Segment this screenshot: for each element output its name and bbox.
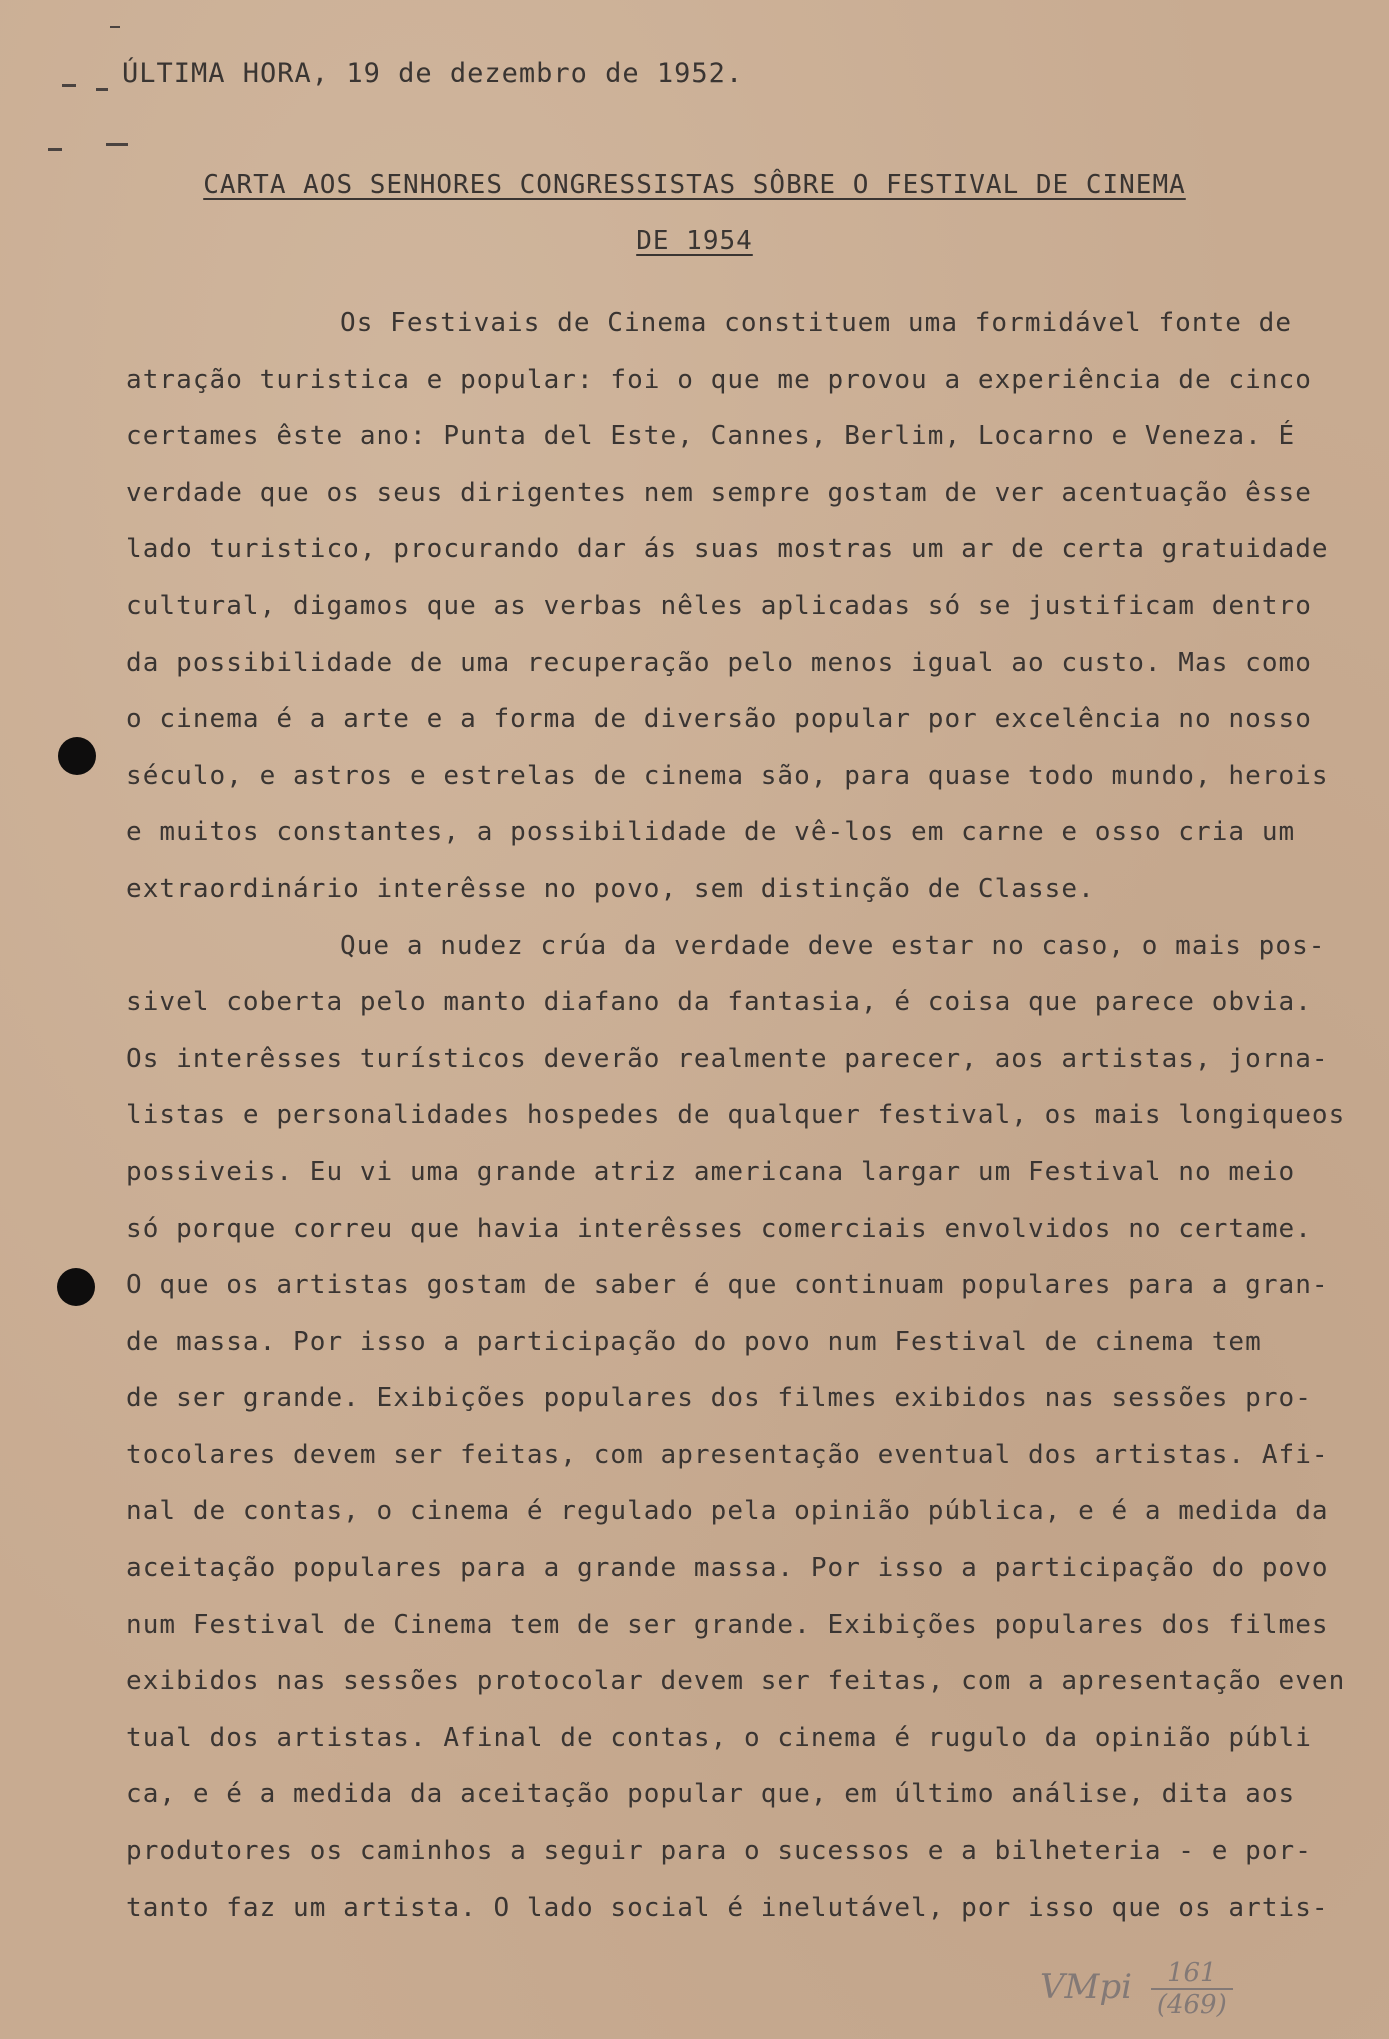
- document-title: CARTA AOS SENHORES CONGRESSISTAS SÔBRE O FESTIVAL DE CINEMA: [203, 170, 1186, 200]
- text-line: Os Festivais de Cinema constituem uma formidável fonte de: [340, 308, 1293, 338]
- text-line: certames êste ano: Punta del Este, Cannes, Berlim, Locarno e Veneza. É: [126, 421, 1296, 452]
- text-line: nal de contas, o cinema é regulado pela opinião pública, e é a medida da: [126, 1496, 1329, 1527]
- text-line: atração turistica e popular: foi o que me provou a experiência de cinco: [126, 364, 1312, 395]
- document-title-continued: DE 1954: [636, 226, 753, 256]
- text-line: da possibilidade de uma recuperação pelo menos igual ao custo. Mas como: [126, 647, 1312, 678]
- text-line: O que os artistas gostam de saber é que continuam populares para a gran-: [126, 1270, 1329, 1301]
- text-line: verdade que os seus dirigentes nem sempre gostam de ver acentuação êsse: [126, 477, 1312, 508]
- text-line: listas e personalidades hospedes de qualquer festival, os mais longiqueos: [126, 1100, 1346, 1131]
- text-line: e muitos constantes, a possibilidade de vê-los em carne e osso cria um: [126, 817, 1296, 848]
- text-line: num Festival de Cinema tem de ser grande. Exibições populares dos filmes: [126, 1609, 1329, 1640]
- text-line: tocolares devem ser feitas, com apresentação eventual dos artistas. Afi-: [126, 1439, 1329, 1470]
- text-line: lado turistico, procurando dar ás suas mostras um ar de certa gratuidade: [126, 534, 1329, 565]
- text-line: ca, e é a medida da aceitação popular que, em último análise, dita aos: [126, 1779, 1296, 1810]
- text-line: tanto faz um artista. O lado social é inelutável, por isso que os artis-: [126, 1892, 1329, 1923]
- text-line: exibidos nas sessões protocolar devem ser feitas, com a apresentação even: [126, 1666, 1346, 1697]
- handwritten-archive-annotation: [1040, 1958, 1233, 2020]
- text-line: século, e astros e estrelas de cinema são, para quase todo mundo, herois: [126, 760, 1329, 791]
- archive-initials: VMpi: [1040, 1967, 1133, 2007]
- body-text: [126, 306, 1356, 1947]
- text-line: Que a nudez crúa da verdade deve estar no caso, o mais pos-: [340, 930, 1326, 961]
- ink-speck: [48, 148, 62, 151]
- text-line: possiveis. Eu vi uma grande atriz americana largar um Festival no meio: [126, 1156, 1296, 1187]
- text-line: cultural, digamos que as verbas nêles aplicadas só se justificam dentro: [126, 590, 1312, 621]
- archive-number-bottom: (469): [1156, 1990, 1227, 2020]
- ink-speck: [62, 84, 76, 87]
- text-line: produtores os caminhos a seguir para o sucessos e a bilheteria - e por-: [126, 1836, 1312, 1867]
- text-line: sivel coberta pelo manto diafano da fantasia, é coisa que parece obvia.: [126, 987, 1312, 1018]
- archive-number: [1151, 1958, 1233, 2020]
- text-line: o cinema é a arte e a forma de diversão popular por excelência no nosso: [126, 704, 1312, 735]
- text-line: de ser grande. Exibições populares dos filmes exibidos nas sessões pro-: [126, 1383, 1312, 1414]
- newspaper-dateline: ÚLTIMA HORA, 19 de dezembro de 1952.: [122, 58, 744, 89]
- text-line: só porque correu que havia interêsses comerciais envolvidos no certame.: [126, 1213, 1312, 1244]
- text-line: extraordinário interêsse no povo, sem distinção de Classe.: [126, 873, 1095, 904]
- ink-speck: [96, 88, 108, 91]
- text-line: tual dos artistas. Afinal de contas, o cinema é rugulo da opinião públi: [126, 1722, 1312, 1753]
- text-line: aceitação populares para a grande massa. Por isso a participação do povo: [126, 1553, 1329, 1584]
- ink-speck: [106, 143, 128, 146]
- archive-number-top: 161: [1151, 1958, 1233, 1990]
- punch-hole: [57, 1268, 95, 1306]
- ink-speck: [110, 26, 120, 28]
- punch-hole: [58, 737, 96, 775]
- text-line: de massa. Por isso a participação do povo num Festival de cinema tem: [126, 1326, 1262, 1357]
- text-line: Os interêsses turísticos deverão realmente parecer, aos artistas, jorna-: [126, 1043, 1329, 1074]
